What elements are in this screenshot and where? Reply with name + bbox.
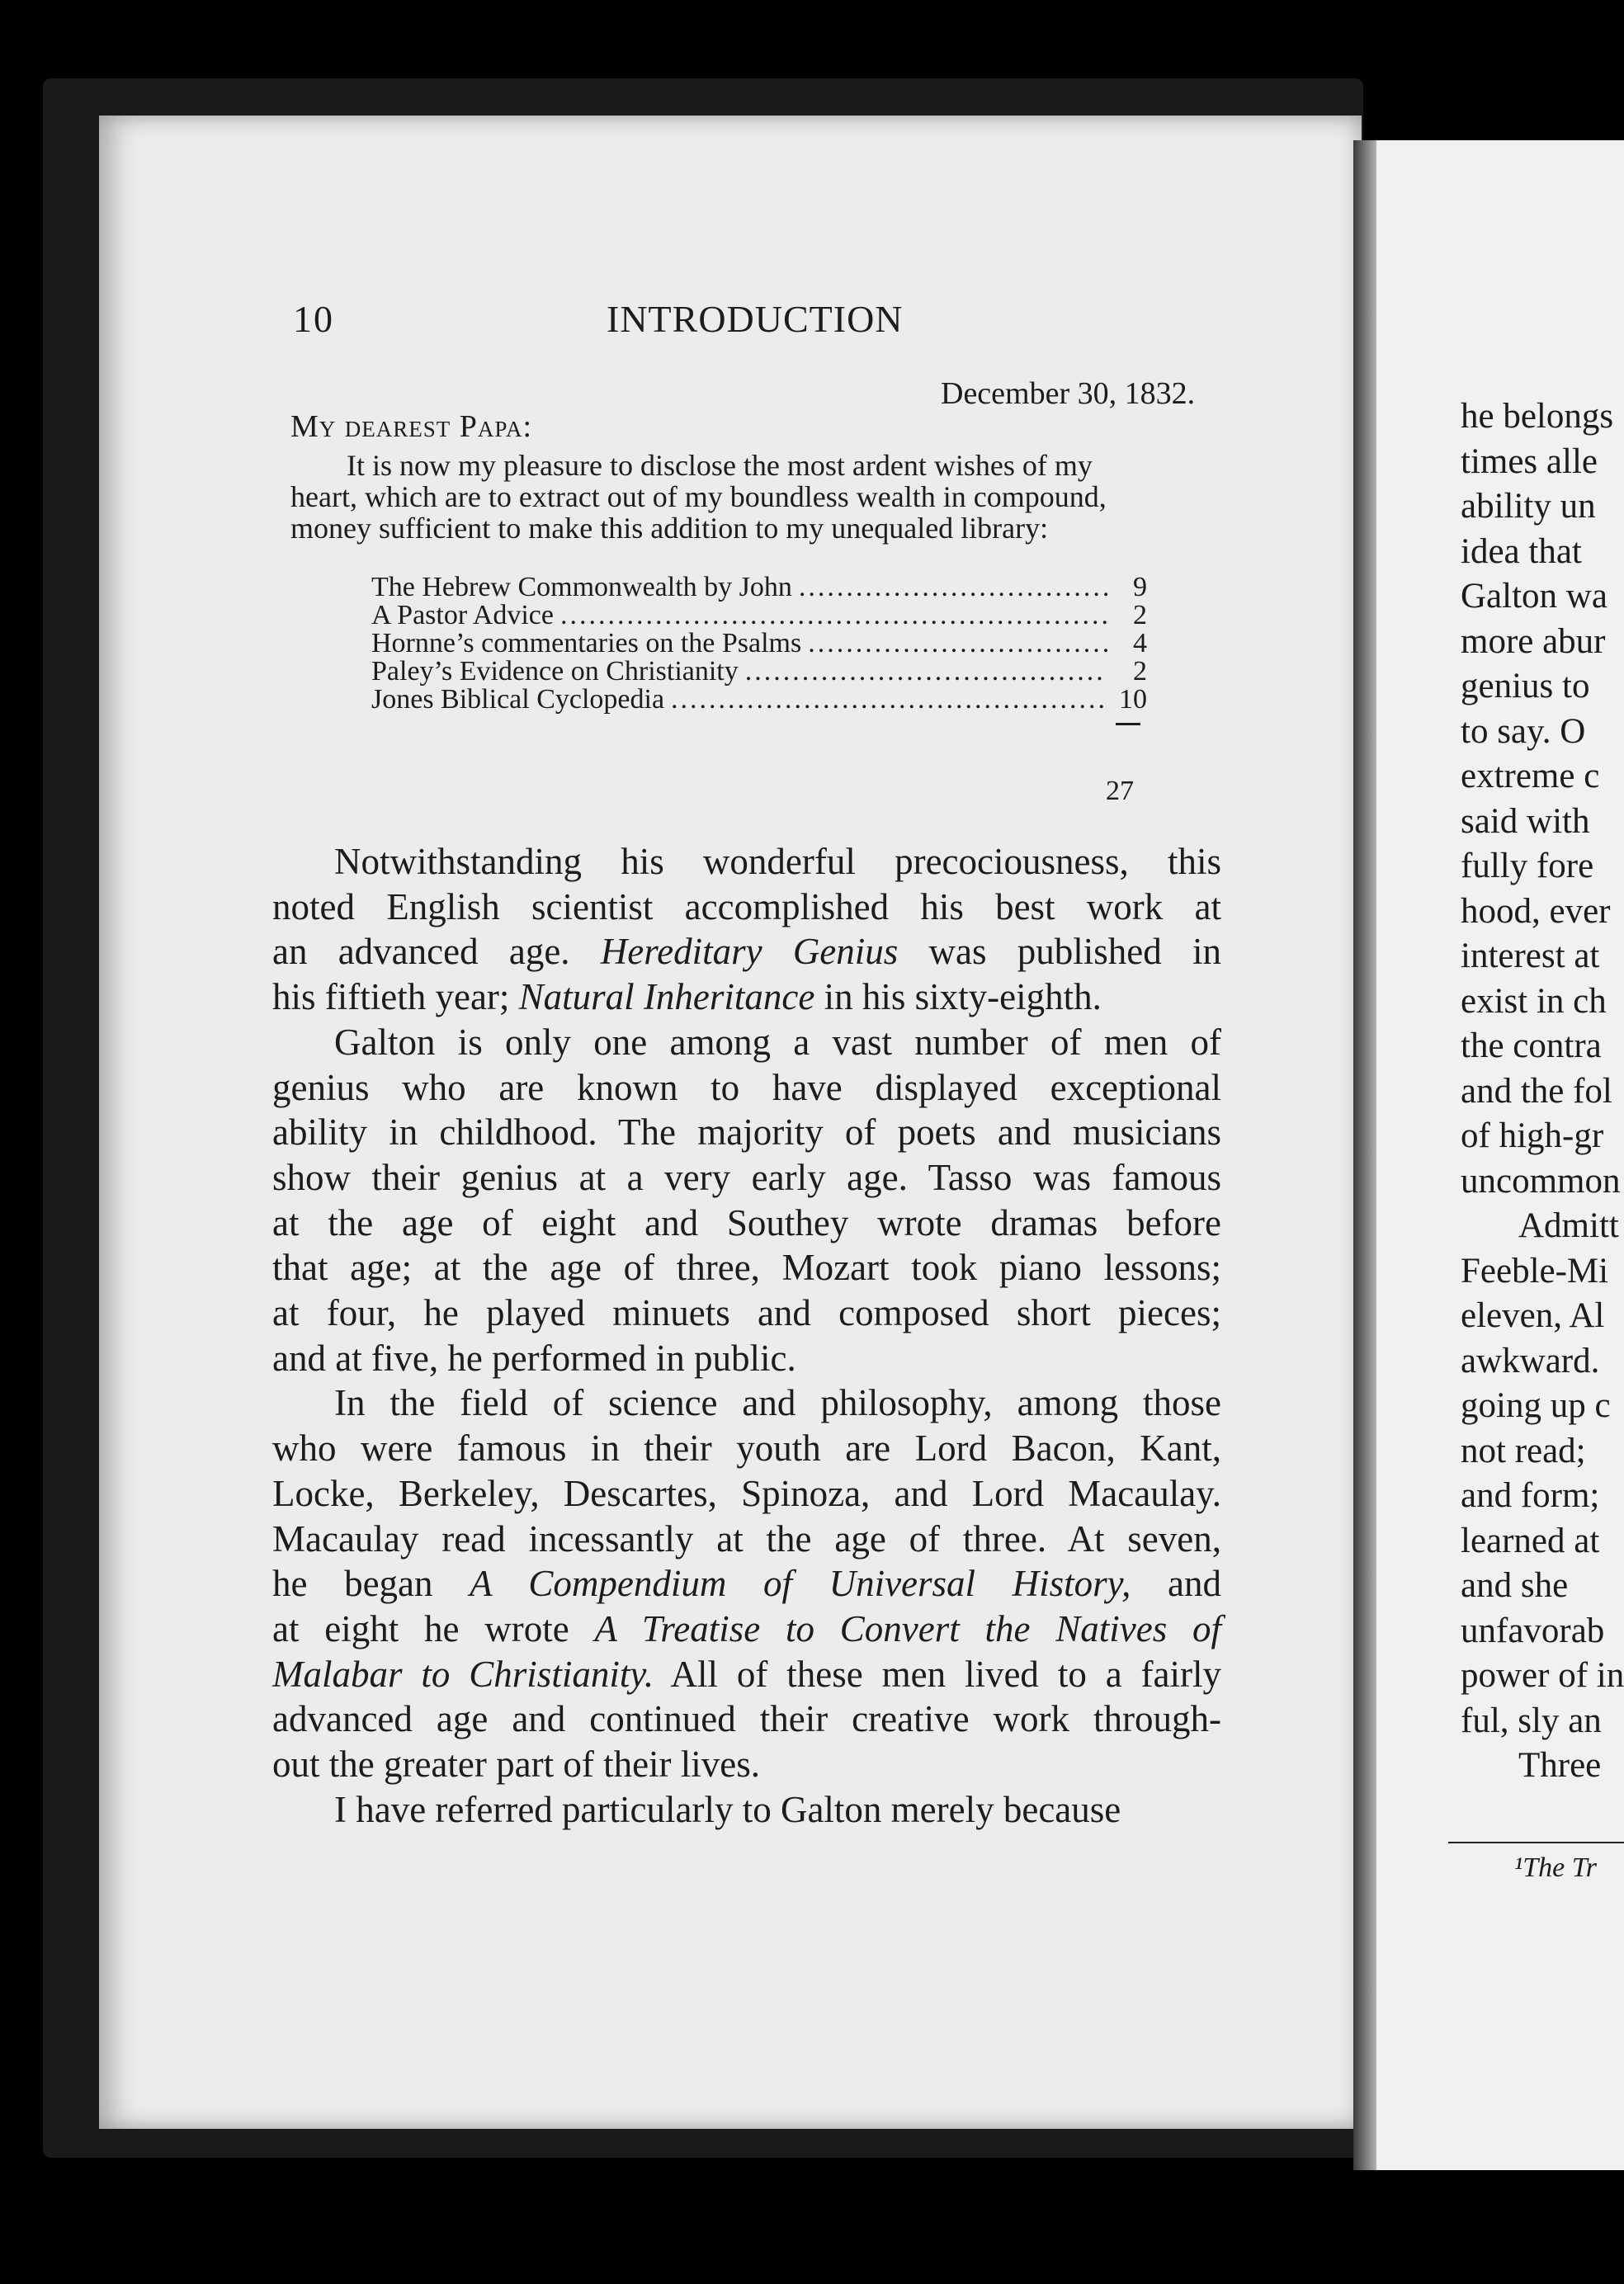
dot-leader [671, 686, 1107, 714]
facing-line: hood, ever [1461, 891, 1611, 931]
facing-line: said with [1461, 801, 1590, 841]
book-title: The Hebrew Commonwealth by John [371, 572, 792, 602]
facing-line: the contra [1461, 1026, 1602, 1065]
body-line: an advanced age. Hereditary Genius was published in [272, 931, 1222, 973]
facing-line: exist in ch [1461, 981, 1607, 1021]
body-line: at eight he wrote A Treatise to Convert the Natives of [272, 1607, 1221, 1649]
book-gutter [1353, 140, 1378, 2170]
book-list [371, 573, 1147, 714]
book-price: 2 [1133, 600, 1147, 630]
facing-line: to say. O [1461, 711, 1586, 751]
body-line: advanced age and continued their creative work through- [272, 1698, 1221, 1740]
facing-line: Three [1518, 1746, 1602, 1785]
book-list-item [371, 630, 1147, 658]
page-number: 10 [293, 298, 334, 340]
facing-line: more abur [1461, 621, 1606, 661]
body-line: Notwithstanding his wonderful precociousness, this [334, 841, 1221, 882]
italic-title: A Treatise to Convert the Natives of [594, 1607, 1221, 1649]
facing-line: interest at [1461, 937, 1600, 975]
facing-line: of high-gr [1461, 1116, 1604, 1155]
letter-line: money sufficient to make this addition to my unequaled library: [290, 512, 1049, 545]
facing-line: power of in [1461, 1656, 1624, 1695]
facing-line: unfavorab [1461, 1611, 1605, 1650]
body-text [272, 839, 1221, 1832]
book-price: 10 [1119, 684, 1147, 715]
body-line: who were famous in their youth are Lord Bacon, Kant, [272, 1428, 1221, 1470]
facing-line: awkward. [1461, 1341, 1600, 1380]
facing-line: idea that [1461, 531, 1582, 571]
dot-leader [799, 573, 1107, 602]
facing-line: ability un [1461, 487, 1596, 526]
facing-line: going up c [1461, 1386, 1611, 1425]
book-price: 4 [1133, 628, 1147, 658]
dot-leader [808, 630, 1107, 658]
body-line: show their genius at a very early age. Tasso was famous [272, 1156, 1221, 1198]
body-line: genius who are known to have displayed exceptional [272, 1066, 1221, 1108]
italic-title: Malabar to Christianity. [272, 1653, 654, 1695]
letter-salutation: My dearest Papa: [290, 409, 533, 444]
facing-line: uncommon [1461, 1161, 1621, 1201]
body-line: his fiftieth year; Natural Inheritance in his sixty-eighth. [272, 976, 1102, 1018]
dot-leader [560, 602, 1107, 630]
italic-title: Hereditary Genius [600, 931, 899, 973]
facing-line: and form; [1461, 1476, 1600, 1515]
letter-date: December 30, 1832. [941, 376, 1196, 411]
facing-line: not read; [1461, 1431, 1586, 1470]
body-line: at the age of eight and Southey wrote dramas before [272, 1201, 1221, 1243]
sum-rule [1116, 723, 1140, 725]
footnote-rule [1448, 1842, 1624, 1843]
facing-line: Admitt [1518, 1206, 1619, 1245]
body-line: Macaulay read incessantly at the age of three. At seven, [272, 1517, 1221, 1560]
letter-body [290, 450, 1235, 544]
facing-line: Feeble-Mi [1461, 1251, 1609, 1291]
facing-line: extreme c [1461, 757, 1600, 795]
letter-line: It is now my pleasure to disclose the most ardent wishes of my [347, 449, 1093, 482]
facing-line: times alle [1461, 441, 1598, 481]
facing-line: and the fol [1461, 1071, 1612, 1111]
body-line: I have referred particularly to Galton merely because [334, 1788, 1121, 1830]
facing-line: eleven, Al [1461, 1296, 1605, 1335]
body-line: In the field of science and philosophy, among those [334, 1382, 1221, 1424]
book-list-item [371, 686, 1147, 714]
body-line: out the greater part of their lives. [272, 1744, 761, 1786]
facing-line: he belongs [1461, 397, 1614, 436]
book-list-item [371, 658, 1147, 686]
body-line: at four, he played minuets and composed short pieces; [272, 1292, 1221, 1334]
facing-line: genius to [1461, 667, 1590, 705]
book-price: 9 [1133, 572, 1147, 602]
letter-line: heart, which are to extract out of my boundless wealth in compound, [290, 480, 1107, 513]
body-line: Locke, Berkeley, Descartes, Spinoza, and Lord Macaulay. [272, 1472, 1221, 1514]
body-line: that age; at the age of three, Mozart took piano lessons; [272, 1247, 1221, 1289]
book-list-item [371, 573, 1147, 602]
facing-line: and she [1461, 1566, 1569, 1605]
facing-page-text [1461, 394, 1624, 1789]
book-title: Hornne’s commentaries on the Psalms [371, 628, 802, 658]
running-head: INTRODUCTION [607, 298, 904, 340]
facing-line: Galton wa [1461, 577, 1607, 616]
body-line: ability in childhood. The majority of poets and musicians [272, 1111, 1221, 1154]
book-title: Jones Biblical Cyclopedia [371, 684, 665, 715]
footnote: ¹The Tr [1514, 1852, 1597, 1883]
body-line: he began A Compendium of Universal History, and [272, 1563, 1221, 1605]
book-title: A Pastor Advice [371, 600, 554, 630]
book-total: 27 [1106, 776, 1134, 806]
facing-line: fully fore [1461, 847, 1594, 885]
body-line: Malabar to Christianity. All of these men lived to a fairly [272, 1653, 1222, 1695]
book-title: Paley’s Evidence on Christianity [371, 656, 739, 687]
facing-line: ful, sly an [1461, 1701, 1602, 1740]
book-price: 2 [1133, 656, 1147, 687]
body-line: and at five, he performed in public. [272, 1337, 796, 1379]
body-line: noted English scientist accomplished his best work at [272, 885, 1221, 927]
dot-leader [745, 658, 1107, 686]
facing-line: learned at [1461, 1521, 1600, 1560]
book-list-item [371, 602, 1147, 630]
italic-title: Natural Inheritance [518, 976, 815, 1018]
italic-title: A Compendium of Universal History, [470, 1563, 1131, 1605]
body-line: Galton is only one among a vast number of men of [334, 1021, 1221, 1063]
